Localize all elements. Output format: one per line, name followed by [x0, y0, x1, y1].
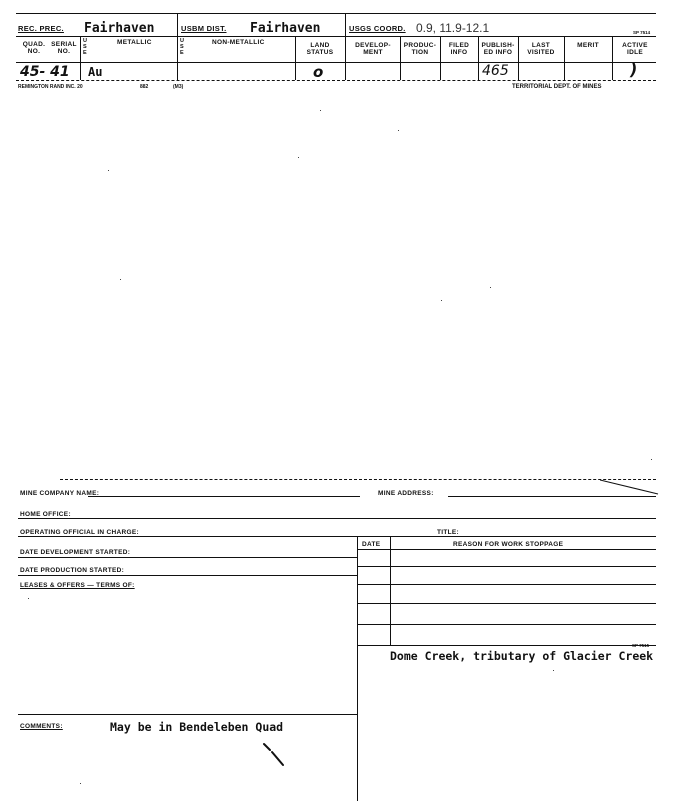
- usgs-coord-value: 0.9, 11.9-12.1: [416, 21, 490, 35]
- torn-edge: [600, 478, 660, 498]
- col-use-nonmetallic: U S E: [180, 38, 185, 56]
- col-merit: MERIT: [577, 42, 599, 49]
- leases-offers-label: LEASES & OFFERS — TERMS OF:: [20, 582, 135, 589]
- usbm-dist-label: USBM DIST.: [181, 24, 227, 33]
- pencil-mark: [262, 742, 286, 768]
- col-filed-info: FILED INFO: [448, 42, 470, 56]
- mine-company-label: MINE COMPANY NAME:: [20, 490, 100, 497]
- col-production: PRODUC-TION: [403, 42, 437, 56]
- col-land-status: LAND STATUS: [306, 42, 334, 56]
- col-use-metallic: U S E: [83, 38, 88, 56]
- metallic-value: Au: [88, 65, 103, 79]
- date-production-label: DATE PRODUCTION STARTED:: [20, 567, 125, 574]
- date-column-label: DATE: [362, 541, 381, 548]
- col-last-visited: LAST VISITED: [527, 42, 555, 56]
- date-development-label: DATE DEVELOPMENT STARTED:: [20, 549, 131, 556]
- published-info-value: 465: [482, 63, 509, 79]
- col-quad-no: QUAD. NO.: [22, 41, 46, 55]
- title-label: TITLE:: [437, 529, 460, 536]
- comments-value: May be in Bendeleben Quad: [110, 720, 284, 734]
- form-number-top: SP 7514: [633, 30, 651, 35]
- home-office-label: HOME OFFICE:: [20, 511, 71, 518]
- operating-official-label: OPERATING OFFICIAL IN CHARGE:: [20, 529, 139, 536]
- col-active-idle: ACTIVE IDLE: [622, 42, 648, 56]
- col-published-info: PUBLISH-ED INFO: [481, 42, 515, 56]
- col-metallic: METALLIC: [117, 39, 152, 46]
- usbm-dist-value: Fairhaven: [250, 21, 321, 36]
- col-development: DEVELOP-MENT: [355, 42, 391, 56]
- printer-code-2: (M3): [173, 84, 184, 90]
- printer-code: 882: [140, 84, 149, 90]
- location-note: Dome Creek, tributary of Glacier Creek: [390, 649, 654, 663]
- form-number-back: SP 7515: [632, 643, 650, 648]
- quad-serial-value: 45- 41: [20, 64, 70, 80]
- mine-address-label: MINE ADDRESS:: [378, 490, 434, 497]
- land-status-value: o: [313, 63, 324, 81]
- usgs-coord-label: USGS COORD.: [349, 24, 406, 33]
- active-idle-mark: ): [630, 60, 638, 79]
- department-name: TERRITORIAL DEPT. OF MINES: [512, 84, 602, 90]
- col-serial-no: SERIAL NO.: [51, 41, 77, 55]
- reason-column-label: REASON FOR WORK STOPPAGE: [453, 541, 564, 548]
- col-non-metallic: NON-METALLIC: [212, 39, 265, 46]
- comments-label: COMMENTS:: [20, 723, 63, 730]
- rec-prec-label: REC. PREC.: [18, 24, 64, 33]
- printer-name: REMINGTON RAND INC. 20: [18, 84, 83, 90]
- rec-prec-value: Fairhaven: [84, 21, 155, 36]
